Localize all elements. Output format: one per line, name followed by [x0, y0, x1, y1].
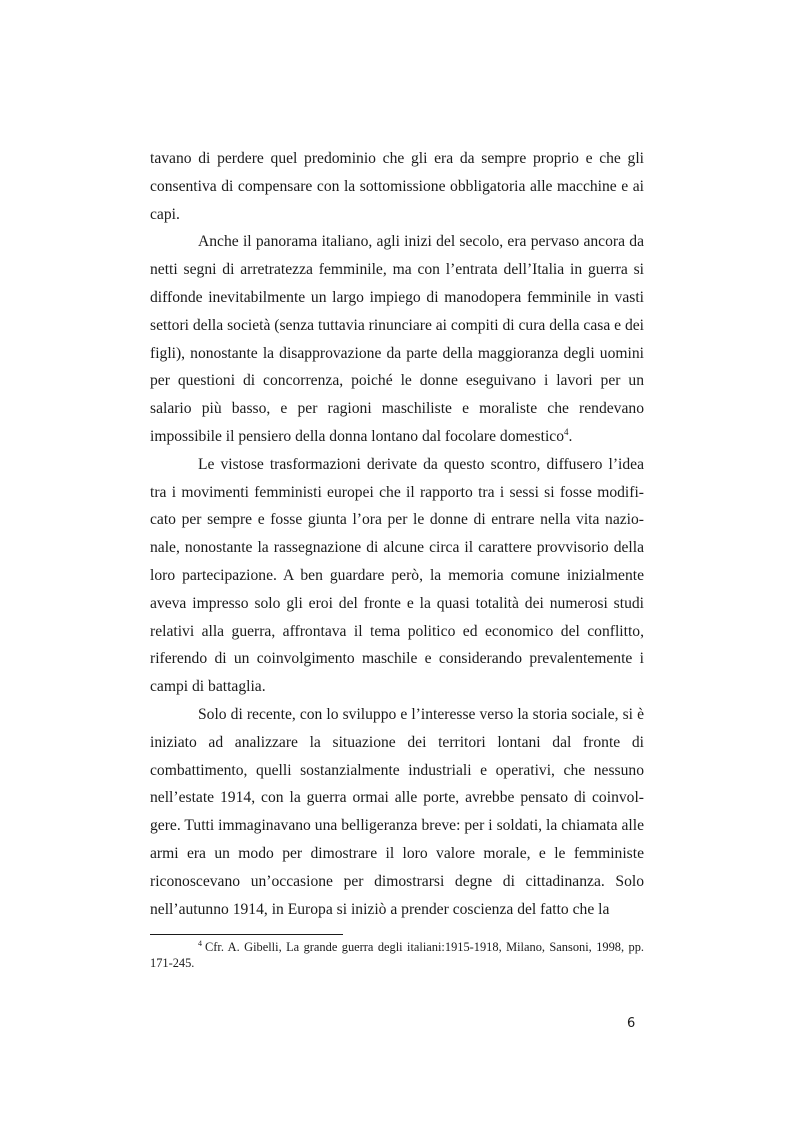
footnote-divider — [150, 934, 343, 935]
footnote-mark: 4 — [198, 938, 202, 948]
footnote-text: Cfr. A. Gibelli, La grande guerra degli italiani:1915-1918, Milano, Sansoni, 1998, pp. 171-245. — [150, 940, 644, 971]
page-number: 6 — [627, 1016, 636, 1031]
paragraph-3: Le vistose trasformazioni derivate da questo scontro, diffusero l’idea tra i movimenti femministi europei che il rapporto tra i sessi si fosse modificato per sempre e fosse giunta l’ora per le donne di entrare nella vita nazionale, nonostante la rassegnazione di alcune circa il carattere provvisorio della loro partecipazione. A ben guardare però, la memoria comune inizialmente aveva impresso solo gli eroi del fronte e la quasi totalità dei numerosi studi relativi alla guerra, affrontava il tema politico ed economico del conflitto, riferendo di un coinvolgimento maschile e considerando prevalentemente i campi di battaglia. — [150, 455, 644, 696]
paragraph-2: Anche il panorama italiano, agli inizi del secolo, era pervaso ancora da netti segni di arretratezza femminile, ma con l’entrata dell’Italia in guerra si diffonde inevitabilmente un largo impiego di manodopera femminile in vasti settori della società (senza tuttavia rinunciare ai compiti di cura della casa e dei figli), nonostante la disapprovazione da parte della maggioranza degli uomini per questioni di concorrenza, poiché le donne eseguivano i lavori per un salario più basso, e per ragioni maschiliste e moraliste che rendevano impossibile il pensiero della donna lontano dal focolare domestico$^4$. — [150, 233, 645, 445]
paragraph-4: Solo di recente, con lo sviluppo e l’interesse verso la storia sociale, si è iniziato ad analizzare la situazione dei territori lontani dal fronte di combattimento, quelli sostanzialmente industriali e operativi, che nessuno nell’estate 1914, con la guerra ormai alle porte, avrebbe pensato di coinvolgere. Tutti immaginavano una belligeranza breve: per i soldati, la chiamata alle armi era un modo per dimostrare il loro valore morale, e le femministe riconoscevano un’occasione per dimostrarsi degne di cittadinanza. Solo nell’autunno 1914, in Europa si iniziò a prender coscienza del fatto che la — [150, 705, 644, 918]
body-text — [150, 145, 644, 923]
paragraph-1: tavano di perdere quel predominio che gli era da sempre proprio e che gli consentiva di compensare con la sottomissione obbligatoria alle macchine e ai capi. — [150, 150, 644, 223]
footnote — [150, 939, 644, 971]
footnote-reference: 4 — [564, 426, 569, 437]
